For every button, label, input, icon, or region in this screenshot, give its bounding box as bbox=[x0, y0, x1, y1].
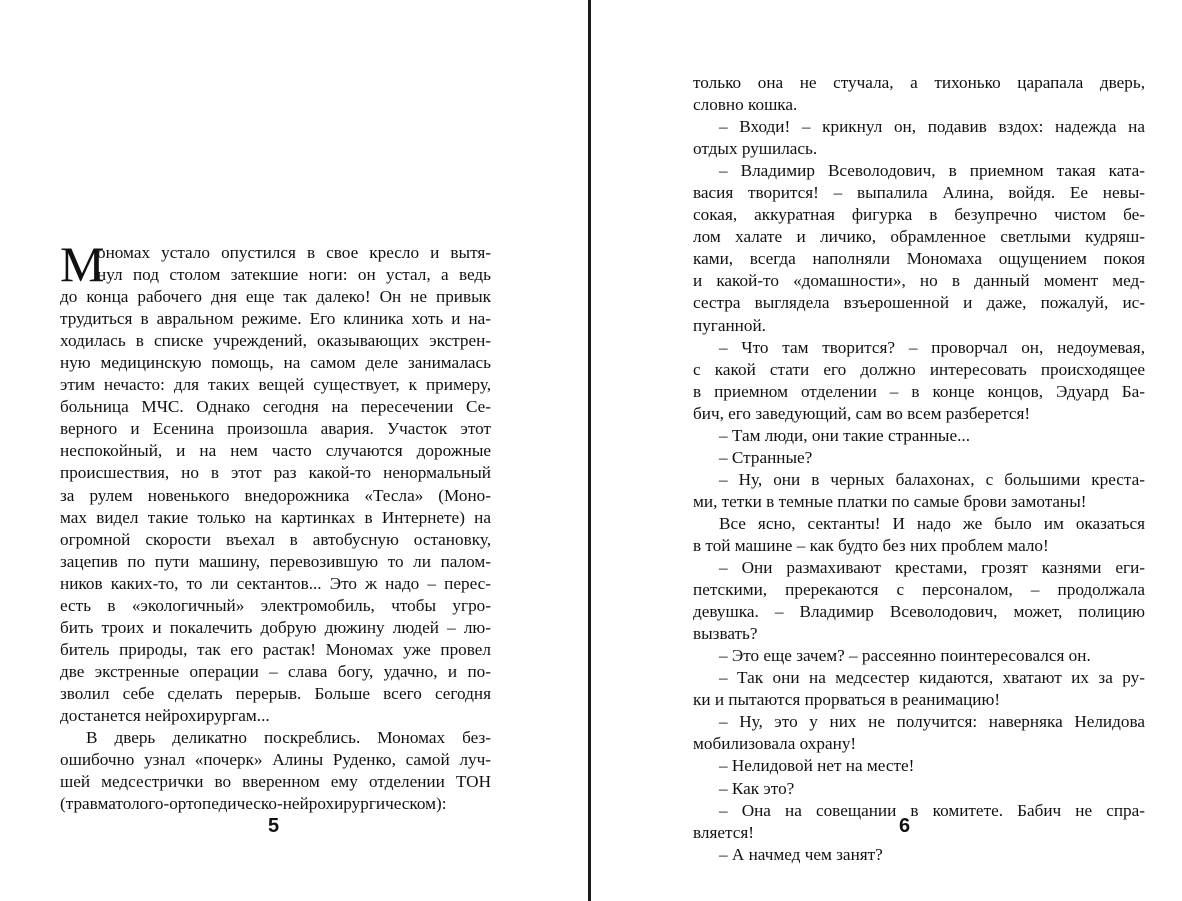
text-line: до конца рабочего дня еще так далеко! Он не привык bbox=[60, 287, 491, 307]
right-page-lines bbox=[693, 72, 1145, 866]
text-line: ходилась в списке учреждений, оказывающих экстрен- bbox=[60, 331, 491, 351]
text-line: – Они размахивают крестами, грозят казнями еги- bbox=[719, 558, 1145, 578]
text-line: трудиться в авральном режиме. Его клиника хоть и на- bbox=[60, 309, 491, 329]
text-line: верного и Есенина произошла авария. Участок этот bbox=[60, 419, 491, 439]
text-line: зацепив по пути машину, перевозившую то ли палом- bbox=[60, 551, 491, 571]
text-line: бич, его заведующий, сам во всем разберется! bbox=[693, 403, 1031, 423]
text-line: – Как это? bbox=[719, 778, 795, 798]
text-line: – Так они на медсестер кидаются, хватают их за ру- bbox=[719, 668, 1145, 688]
text-line: в приемном отделении – в конце концов, Эдуард Ба- bbox=[693, 381, 1145, 401]
text-line: в той машине – как будто без них проблем мало! bbox=[693, 535, 1049, 555]
text-line: – А начмед чем занят? bbox=[719, 844, 883, 864]
text-line: есть в «экологичный» электромобиль, чтобы угро- bbox=[60, 595, 491, 615]
text-line: – Владимир Всеволодович, в приемном такая ката- bbox=[719, 161, 1145, 181]
page-number-left: 5 bbox=[268, 815, 280, 837]
text-line: нул под столом затекшие ноги: он устал, а ведь bbox=[97, 265, 491, 285]
right-page bbox=[591, 0, 1182, 901]
text-line: мобилизовала охрану! bbox=[693, 734, 857, 754]
text-line: с какой стати его должно интересовать происходящее bbox=[693, 359, 1145, 379]
text-line: – Она на совещании в комитете. Бабич не спра- bbox=[719, 800, 1145, 820]
text-line: вызвать? bbox=[693, 624, 758, 644]
text-line: В дверь деликатно поскреблись. Мономах без- bbox=[86, 728, 491, 748]
text-line: битель природы, так его растак! Мономах уже провел bbox=[60, 639, 491, 659]
text-line: пуганной. bbox=[693, 315, 766, 335]
text-line: вляется! bbox=[693, 822, 754, 842]
text-line: лом халате и личико, обрамленное светлыми кудряш- bbox=[693, 227, 1145, 247]
text-line: неспокойный, и на нем часто случаются дорожные bbox=[60, 441, 491, 461]
text-line: – Странные? bbox=[719, 447, 813, 467]
text-line: ошибочно узнал «почерк» Алины Руденко, самой луч- bbox=[60, 750, 491, 770]
text-line: этим нечасто: для таких вещей существует, к примеру, bbox=[60, 375, 491, 395]
text-line: ников каких-то, то ли сектантов... Это ж надо – перес- bbox=[60, 573, 491, 593]
text-line: отдых рушилась. bbox=[693, 139, 818, 159]
text-line: две экстренные операции – слава богу, удачно, и по- bbox=[60, 661, 491, 681]
left-page-lines bbox=[60, 242, 491, 815]
text-line: – Нелидовой нет на месте! bbox=[719, 756, 915, 776]
text-line: достанется нейрохирургам... bbox=[60, 705, 270, 725]
page-number-right: 6 bbox=[899, 815, 911, 837]
text-line: – Это еще зачем? – рассеянно поинтересовался он. bbox=[719, 646, 1091, 666]
text-line: (травматолого-ортопедическо-нейрохирургическом): bbox=[60, 794, 447, 814]
text-line: шей медсестрички во вверенном ему отделении ТОН bbox=[60, 772, 491, 792]
text-line: сестра выглядела взъерошенной и даже, пожалуй, ис- bbox=[693, 293, 1145, 313]
right-page-text bbox=[693, 72, 1145, 866]
text-line: за рулем новенького внедорожника «Тесла» (Моно- bbox=[60, 485, 491, 505]
drop-cap: М bbox=[60, 236, 105, 292]
text-line: – Ну, это у них не получится: наверняка Нелидова bbox=[719, 712, 1145, 732]
text-line: происшествия, но в этот раз какой-то ненормальный bbox=[60, 463, 491, 483]
text-line: ную медицинскую помощь, на самом деле занималась bbox=[60, 353, 491, 373]
text-line: – Ну, они в черных балахонах, с большими креста- bbox=[719, 469, 1145, 489]
text-line: васия творится! – выпалила Алина, войдя. Ее невы- bbox=[693, 183, 1145, 203]
text-line: девушка. – Владимир Всеволодович, может, полицию bbox=[693, 602, 1145, 622]
text-line: петскими, пререкаются с персоналом, – продолжала bbox=[693, 580, 1145, 600]
text-line: ки и пытаются прорваться в реанимацию! bbox=[693, 690, 1001, 710]
text-line: – Входи! – крикнул он, подавив вздох: надежда на bbox=[719, 117, 1145, 137]
text-line: бить троих и покалечить добрую дюжину людей – лю- bbox=[60, 617, 491, 637]
text-line: сокая, аккуратная фигурка в безупречно чистом бе- bbox=[693, 205, 1145, 225]
text-line: огромной скорости въехал в автобусную остановку, bbox=[60, 529, 491, 549]
text-line: и какой-то «домашности», но в данный момент мед- bbox=[693, 271, 1145, 291]
text-line: Все ясно, сектанты! И надо же было им оказаться bbox=[719, 513, 1145, 533]
text-line: ономах устало опустился в свое кресло и вытя- bbox=[97, 243, 491, 262]
text-line: больница МЧС. Однако сегодня на пересечении Се- bbox=[60, 397, 491, 417]
text-line: ми, тетки в темные платки по самые брови замотаны! bbox=[693, 491, 1087, 511]
text-line: ками, всегда наполняли Мономаха ощущением покоя bbox=[693, 249, 1145, 269]
left-page bbox=[0, 0, 588, 901]
text-line: словно кошка. bbox=[693, 95, 798, 115]
text-line: – Там люди, они такие странные... bbox=[719, 425, 970, 445]
text-line: мах видел такие только на картинках в Интернете) на bbox=[60, 507, 491, 527]
left-page-text bbox=[60, 236, 491, 815]
text-line: зволил себе сделать перерыв. Больше всего сегодня bbox=[60, 683, 491, 703]
text-line: – Что там творится? – проворчал он, недоумевая, bbox=[719, 337, 1145, 357]
text-line: только она не стучала, а тихонько царапала дверь, bbox=[693, 73, 1145, 92]
